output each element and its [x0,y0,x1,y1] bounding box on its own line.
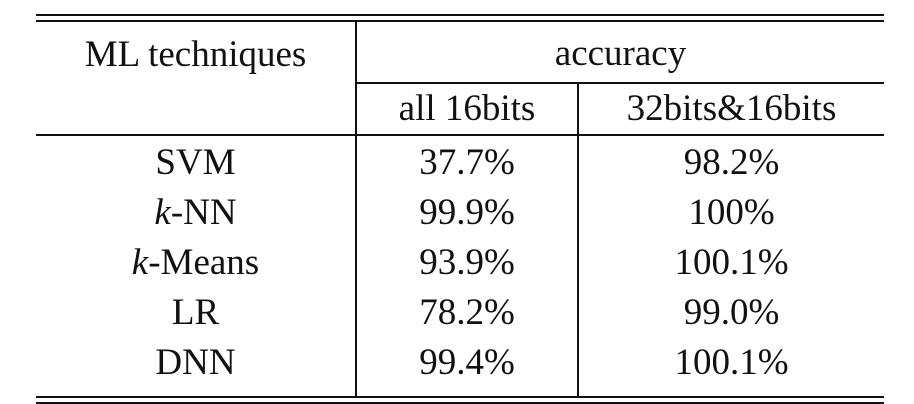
mixed-cell: 100.1% [578,338,884,396]
table-row [36,188,884,238]
all16-cell: 37.7% [356,135,578,188]
mixed-cell: 98.2% [578,135,884,188]
technique-cell: k-NN [154,192,237,233]
mixed-cell: 100% [578,188,884,238]
technique-cell: SVM [155,142,236,183]
bottom-double-rule [36,396,884,404]
header-accuracy: accuracy [356,22,884,83]
mixed-cell: 100.1% [578,238,884,288]
table-row [36,238,884,288]
header-empty-cell [36,83,356,135]
all16-cell: 99.9% [356,188,578,238]
header-ml-techniques: ML techniques [84,33,307,75]
table-row [36,338,884,396]
all16-cell: 78.2% [356,288,578,338]
top-double-rule [36,14,884,22]
header-all-16bits: all 16bits [356,83,578,135]
results-table [36,14,884,404]
technique-cell: LR [171,292,220,333]
all16-cell: 99.4% [356,338,578,396]
technique-cell: k-Means [131,242,260,283]
mixed-cell: 99.0% [578,288,884,338]
table-row [36,288,884,338]
all16-cell: 93.9% [356,238,578,288]
header-row-1 [36,22,884,83]
header-32bits-16bits: 32bits&16bits [578,83,884,135]
technique-cell: DNN [155,342,236,383]
accuracy-table [36,22,884,396]
header-row-2 [36,83,884,135]
table-row [36,135,884,188]
